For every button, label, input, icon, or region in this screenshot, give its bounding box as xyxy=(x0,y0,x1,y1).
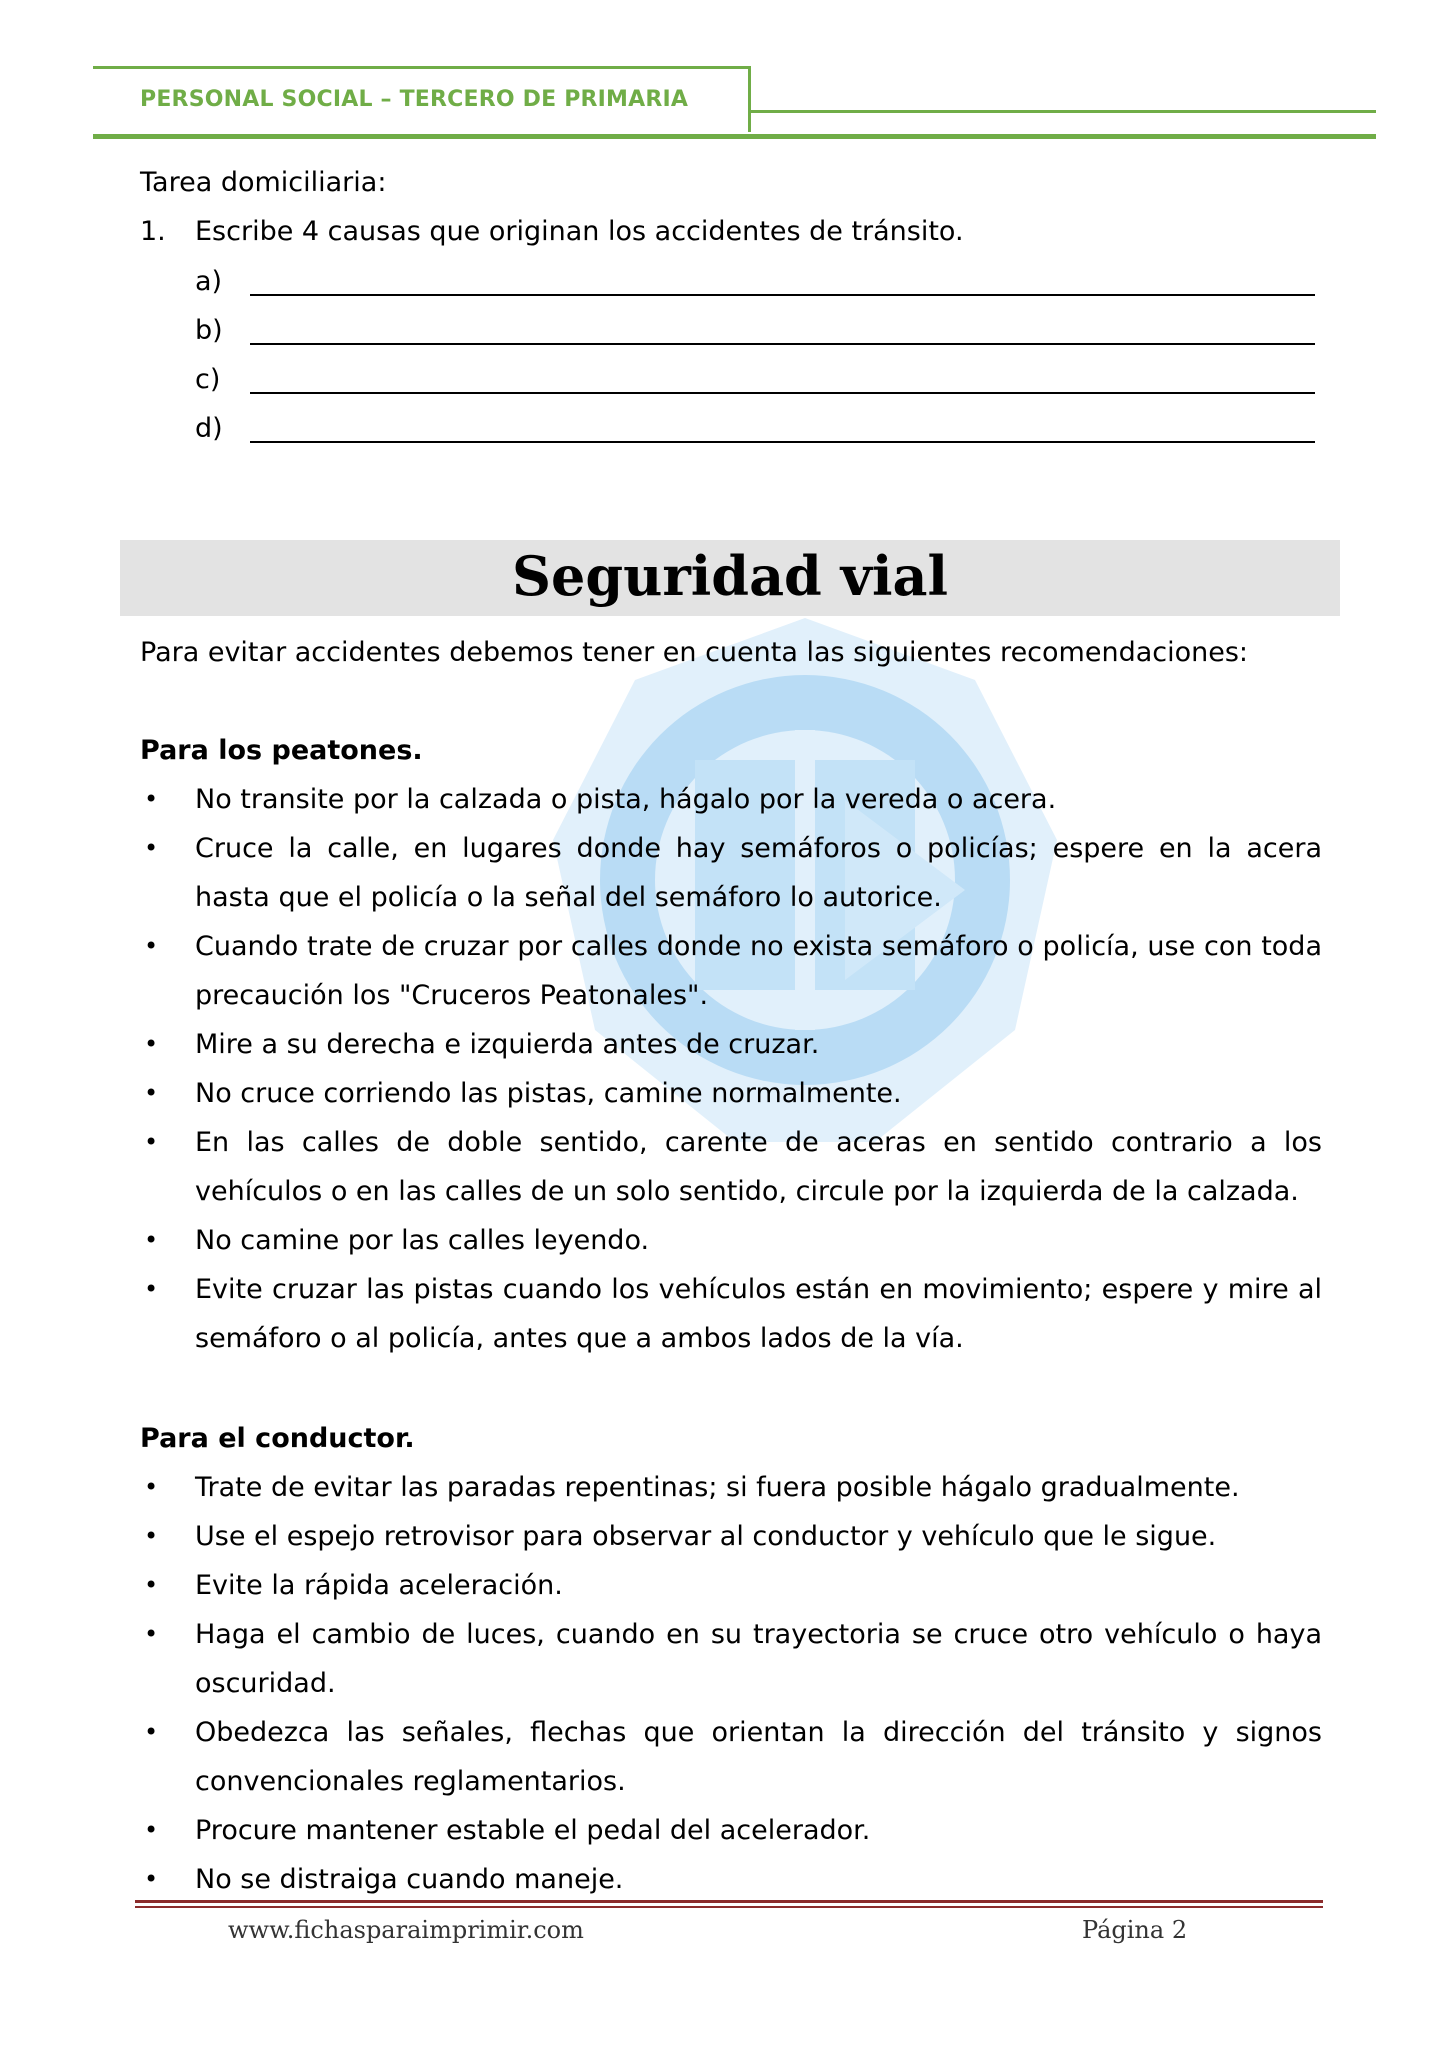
list-item: • Use el espejo retrovisor para observar al conductor y vehículo que le sigue. xyxy=(140,1512,1322,1561)
list-item: • No camine por las calles leyendo. xyxy=(140,1216,1322,1265)
bullet-icon: • xyxy=(144,1079,159,1107)
list-item: • No transite por la calzada o pista, hágalo por la vereda o acera. xyxy=(140,775,1322,824)
footer-rule-bottom xyxy=(135,1906,1323,1908)
footer-rule-top xyxy=(135,1900,1323,1903)
answer-letter: b) xyxy=(195,315,223,346)
bullet-icon: • xyxy=(144,1816,159,1844)
driver-list xyxy=(140,1463,1322,1904)
answer-line-d[interactable] xyxy=(195,409,1315,449)
bullet-icon: • xyxy=(144,1473,159,1501)
bullet-icon: • xyxy=(144,1865,159,1893)
answer-blank[interactable] xyxy=(250,294,1315,296)
section-title-bar xyxy=(120,540,1340,616)
bullet-icon: • xyxy=(144,1522,159,1550)
header-rule-top xyxy=(751,110,1376,113)
answer-letter: d) xyxy=(195,413,223,444)
answer-blank[interactable] xyxy=(250,392,1315,394)
bullet-icon: • xyxy=(144,1571,159,1599)
bullet-icon: • xyxy=(144,1226,159,1254)
answer-blank[interactable] xyxy=(250,441,1315,443)
header-title: PERSONAL SOCIAL – TERCERO DE PRIMARIA xyxy=(140,87,689,112)
list-item: • En las calles de doble sentido, carente de aceras en sentido contrario a los vehículos o en las calles de un solo sentido, circule por la izquierda de la calzada. xyxy=(140,1118,1322,1216)
answer-blank[interactable] xyxy=(250,343,1315,345)
answer-line-c[interactable] xyxy=(195,360,1315,400)
list-item: • Evite cruzar las pistas cuando los vehículos están en movimiento; espere y mire al semáforo o al policía, antes que a ambos lados de la vía. xyxy=(140,1265,1322,1363)
bullet-icon: • xyxy=(144,1030,159,1058)
bullet-icon: • xyxy=(144,834,159,862)
footer-page-number: Página 2 xyxy=(1082,1916,1188,1944)
homework-label: Tarea domiciliaria: xyxy=(140,167,387,198)
footer-website-link[interactable]: www.fichasparaimprimir.com xyxy=(228,1916,584,1944)
bullet-icon: • xyxy=(144,1718,159,1746)
bullet-icon: • xyxy=(144,1620,159,1648)
pedestrians-heading: Para los peatones. xyxy=(140,735,423,766)
header-rule-bottom xyxy=(93,134,1376,139)
list-item: • No se distraiga cuando maneje. xyxy=(140,1855,1322,1904)
list-item: • No cruce corriendo las pistas, camine normalmente. xyxy=(140,1069,1322,1118)
list-item: • Cuando trate de cruzar por calles donde no exista semáforo o policía, use con toda precaución los "Cruceros Peatonales". xyxy=(140,922,1322,1020)
bullet-icon: • xyxy=(144,932,159,960)
bullet-icon: • xyxy=(144,1128,159,1156)
bullet-icon: • xyxy=(144,1275,159,1303)
list-item: • Procure mantener estable el pedal del acelerador. xyxy=(140,1806,1322,1855)
bullet-icon: • xyxy=(144,785,159,813)
pedestrians-list xyxy=(140,775,1322,1363)
list-item: • Mire a su derecha e izquierda antes de cruzar. xyxy=(140,1020,1322,1069)
question-number: 1. xyxy=(140,216,166,247)
driver-heading: Para el conductor. xyxy=(140,1423,415,1454)
list-item: • Evite la rápida aceleración. xyxy=(140,1561,1322,1610)
question-text: Escribe 4 causas que originan los accidentes de tránsito. xyxy=(195,216,964,247)
list-item: • Trate de evitar las paradas repentinas; si fuera posible hágalo gradualmente. xyxy=(140,1463,1322,1512)
answer-letter: c) xyxy=(195,364,221,395)
section-title: Seguridad vial xyxy=(511,544,949,608)
answer-line-a[interactable] xyxy=(195,262,1315,302)
answer-line-b[interactable] xyxy=(195,311,1315,351)
list-item: • Haga el cambio de luces, cuando en su trayectoria se cruce otro vehículo o haya oscuridad. xyxy=(140,1610,1322,1708)
list-item: • Cruce la calle, en lugares donde hay semáforos o policías; espere en la acera hasta que el policía o la señal del semáforo lo autorice. xyxy=(140,824,1322,922)
section-intro: Para evitar accidentes debemos tener en cuenta las siguientes recomendaciones: xyxy=(140,637,1249,668)
list-item: • Obedezca las señales, flechas que orientan la dirección del tránsito y signos convencionales reglamentarios. xyxy=(140,1708,1322,1806)
answer-letter: a) xyxy=(195,266,223,297)
